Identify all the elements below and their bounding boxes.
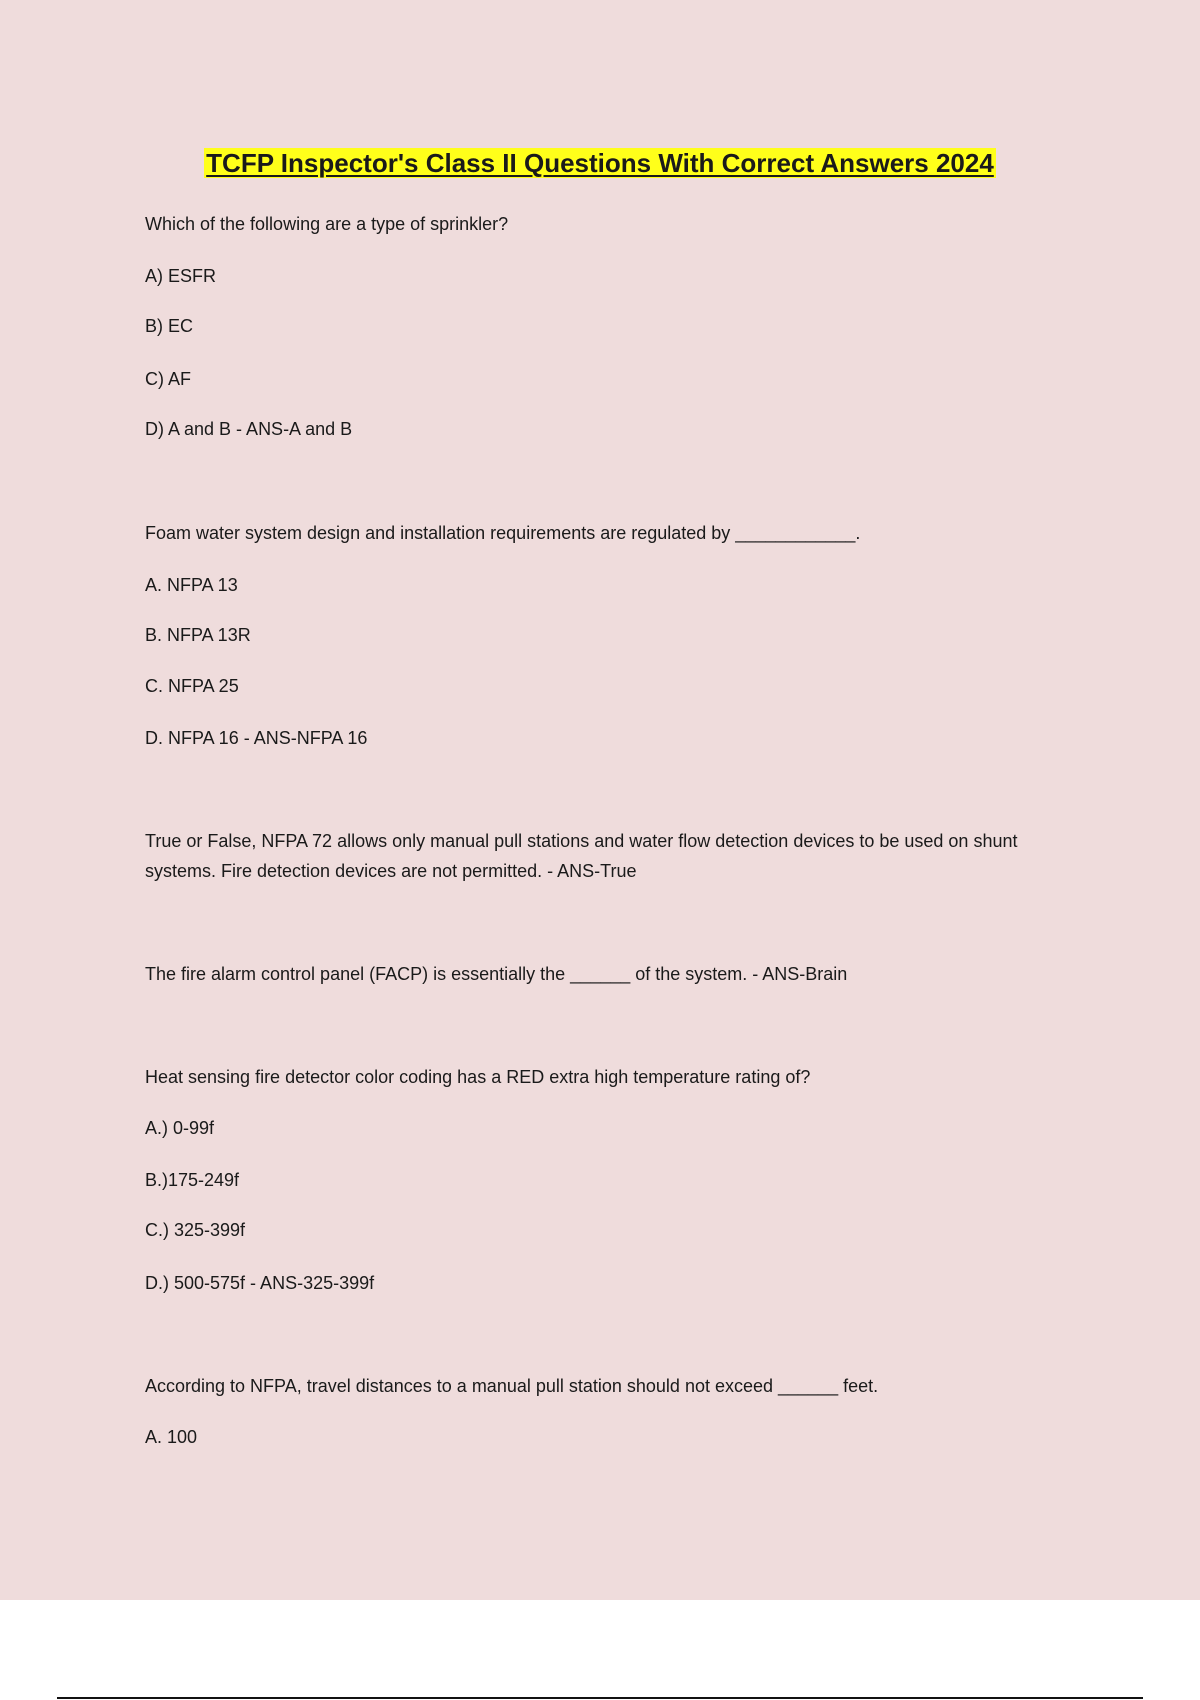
question-5-option-b: B.)175-249f bbox=[145, 1170, 240, 1190]
footer-divider bbox=[57, 1697, 1143, 1699]
question-1-option-d: D) A and B - ANS-A and B bbox=[145, 419, 353, 439]
question-2-text: Foam water system design and installation requirements are regulated by ____________. bbox=[145, 523, 861, 543]
document-title-text: TCFP Inspector's Class II Questions With Correct Answers 2024 bbox=[206, 148, 994, 178]
question-1-option-c: C) AF bbox=[145, 369, 192, 389]
question-2-option-a: A. NFPA 13 bbox=[145, 575, 238, 595]
document-title bbox=[0, 147, 1200, 179]
question-4-text: The fire alarm control panel (FACP) is essentially the ______ of the system. - ANS-Brain bbox=[145, 964, 848, 984]
question-1-option-b: B) EC bbox=[145, 316, 194, 336]
question-6-text: According to NFPA, travel distances to a manual pull station should not exceed ______ feet. bbox=[145, 1376, 879, 1396]
question-2-option-c: C. NFPA 25 bbox=[145, 676, 239, 696]
question-5-text: Heat sensing fire detector color coding has a RED extra high temperature rating of? bbox=[145, 1067, 811, 1087]
question-1-text: Which of the following are a type of sprinkler? bbox=[145, 214, 509, 234]
question-5-option-c: C.) 325-399f bbox=[145, 1220, 246, 1240]
question-3-text: True or False, NFPA 72 allows only manual pull stations and water flow detection devices to be used on shunt systems. Fire detection devices are not permitted. - ANS-True bbox=[145, 831, 1018, 881]
question-2-option-b: B. NFPA 13R bbox=[145, 625, 251, 645]
question-1-option-a: A) ESFR bbox=[145, 266, 217, 286]
question-6-option-a: A. 100 bbox=[145, 1427, 198, 1447]
question-5-option-d: D.) 500-575f - ANS-325-399f bbox=[145, 1273, 375, 1293]
question-5-option-a: A.) 0-99f bbox=[145, 1118, 215, 1138]
question-2-option-d: D. NFPA 16 - ANS-NFPA 16 bbox=[145, 728, 368, 748]
